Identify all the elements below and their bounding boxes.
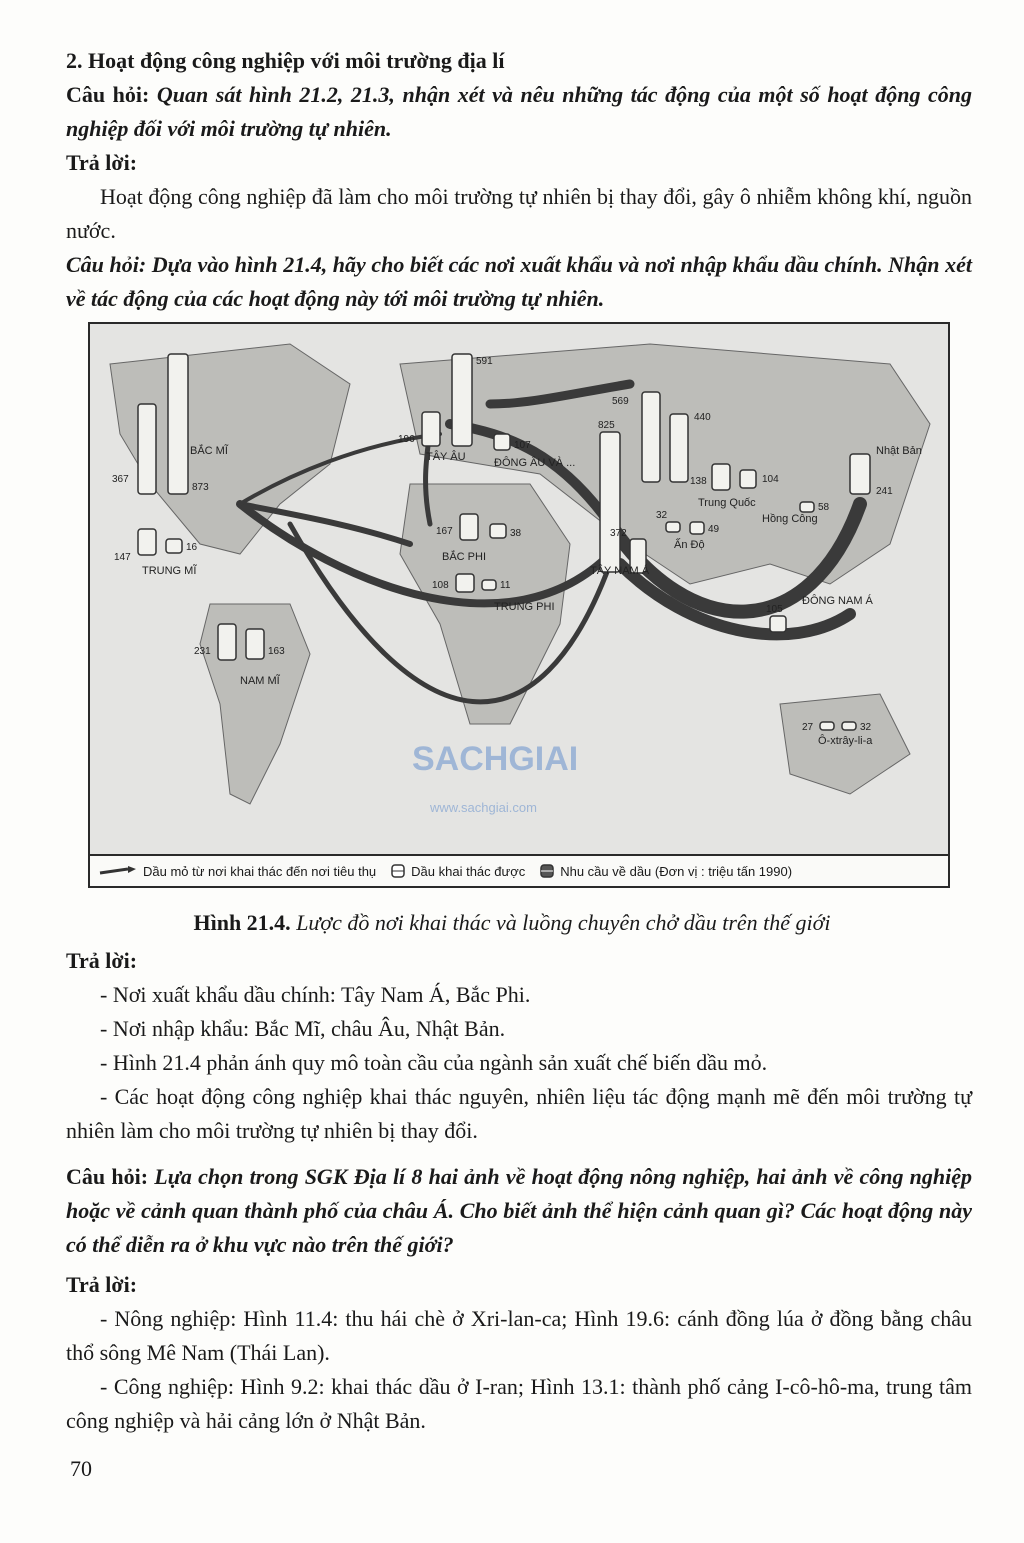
region-label-ca: TRUNG MĨ: [142, 565, 197, 577]
region-value-jp: 241: [876, 486, 893, 497]
region-value-na-1: 367: [112, 474, 129, 485]
barrel-stack-ca-demand: [166, 539, 182, 553]
region-label-nafr: BẮC PHI: [442, 551, 487, 563]
region-value-au-1: 27: [802, 722, 814, 733]
region-value-cn-2: 440: [694, 412, 711, 423]
barrel-stack-we-demand: [452, 354, 472, 446]
barrel-stack-ee-produced: [494, 434, 510, 450]
question-3: [66, 1160, 972, 1262]
answer-3-paragraph-1: - Nông nghiệp: Hình 11.4: thu hái chè ở Xri-lan-ca; Hình 19.6: cánh đồng lúa ở đồng bằng châu thổ sông Mê Nam (Thái Lan).: [66, 1306, 972, 1365]
region-label-sea: ĐÔNG NAM Á: [802, 595, 873, 607]
barrel-stack-nafr-produced: [460, 514, 478, 540]
barrel-stack-sa-produced: [218, 624, 236, 660]
region-label-sa: NAM MĨ: [240, 675, 280, 687]
region-value-we-2: 591: [476, 356, 493, 367]
figure-caption-label: Hình 21.4.: [193, 910, 291, 935]
region-label-cn: Trung Quốc: [698, 497, 756, 509]
barrel-stack-au-2: [842, 722, 856, 730]
region-label-na: BẮC MĨ: [190, 445, 228, 457]
question-1-text: Quan sát hình 21.2, 21.3, nhận xét và nêu những tác động của một số hoạt động công nghiệp đối với môi trường tự nhiên.: [66, 82, 972, 141]
page-number: 70: [70, 1456, 92, 1481]
barrel-stack-ca-produced: [138, 529, 156, 555]
barrel-stack-sa-demand: [246, 629, 264, 659]
region-value-swasia-1: 825: [598, 420, 615, 431]
region-label-in: Ấn Độ: [674, 539, 705, 551]
flow-arrow-icon: [98, 866, 138, 876]
barrel-stack-in-2: [690, 522, 704, 534]
barrel-filled-icon: [539, 863, 555, 879]
barrel-stack-au-1: [820, 722, 834, 730]
region-label-we: TÂY ÂU: [426, 451, 466, 463]
barrel-stack-cn-4: [740, 470, 756, 488]
region-label-jp: Nhật Bản: [876, 445, 922, 457]
answer-1-text: Hoạt động công nghiệp đã làm cho môi trường tự nhiên bị thay đổi, gây ô nhiễm không khí, nguồn nước.: [66, 184, 972, 243]
region-value-we-1: 196: [398, 434, 415, 445]
answer-1-label: Trả lời:: [66, 150, 138, 175]
barrel-stack-sea: [770, 616, 786, 632]
legend-produced-label: Dầu khai thác được: [411, 863, 526, 879]
region-value-ca-2: 16: [186, 542, 198, 553]
region-label-au: Ô-xtrây-li-a: [818, 735, 873, 747]
region-value-au-2: 32: [860, 722, 872, 733]
barrel-stack-cafr-demand: [482, 580, 496, 590]
figure-caption: [0, 906, 1024, 940]
answer-3: [66, 1268, 972, 1438]
barrel-stack-cn-3: [712, 464, 730, 490]
barrel-outline-icon: [390, 863, 406, 879]
watermark: SACHGIAI: [412, 740, 579, 778]
legend-flow-label: Dầu mỏ từ nơi khai thác đến nơi tiêu thụ: [143, 863, 377, 879]
region-value-nafr-1: 167: [436, 526, 453, 537]
legend-item-demand: [539, 863, 792, 879]
figure-caption-text: Lược đồ nơi khai thác và luồng chuyên chở dầu trên thế giới: [296, 910, 831, 935]
region-value-cn-3: 138: [690, 476, 707, 487]
watermark-url: www.sachgiai.com: [430, 800, 537, 815]
barrel-stack-cn-1: [642, 392, 660, 482]
section-top: [66, 44, 972, 316]
barrel-stack-na-produced: [138, 404, 156, 494]
question-1: [66, 78, 972, 146]
barrel-stack-na-demand: [168, 354, 188, 494]
region-value-cafr-2: 11: [500, 580, 511, 591]
region-value-sa-1: 231: [194, 646, 211, 657]
barrel-stack-jp: [850, 454, 870, 494]
oil-map-figure: [88, 322, 950, 888]
region-label-cafr: TRUNG PHI: [494, 601, 555, 613]
section-heading: 2. Hoạt động công nghiệp với môi trường địa lí: [66, 48, 505, 73]
barrel-stack-cafr-produced: [456, 574, 474, 592]
barrel-stack-in-1: [666, 522, 680, 532]
legend-demand-label: Nhu cầu về dầu (Đơn vị : triệu tấn 1990): [560, 863, 793, 879]
question-2-text: Dựa vào hình 21.4, hãy cho biết các nơi xuất khẩu và nơi nhập khẩu dầu chính. Nhận xét về tác động của các hoạt động này tới môi trường tự nhiên.: [66, 252, 972, 311]
barrel-stack-hk: [800, 502, 814, 512]
region-value-swasia-2: 372: [610, 528, 627, 539]
world-oil-map: [88, 322, 950, 856]
region-value-cn-1: 569: [612, 396, 629, 407]
region-value-in-1: 32: [656, 510, 668, 521]
answer-2: [66, 944, 972, 1148]
answer-3-paragraph-2: - Công nghiệp: Hình 9.2: khai thác dầu ở I-ran; Hình 13.1: thành phố cảng I-cô-hô-ma, trung tâm công nghiệp và hải cảng lớn ở Nhật Bản.: [66, 1374, 972, 1433]
question-2: [66, 248, 972, 316]
question-1-label: Câu hỏi:: [66, 82, 150, 107]
region-value-sa-2: 163: [268, 646, 285, 657]
answer-2-line-2: - Nơi nhập khẩu: Bắc Mĩ, châu Âu, Nhật Bản.: [100, 1016, 506, 1041]
answer-2-paragraph: - Các hoạt động công nghiệp khai thác nguyên, nhiên liệu tác động mạnh mẽ đến môi trường tự nhiên làm cho môi trường tự nhiên bị thay đổi.: [66, 1084, 972, 1143]
region-value-cafr-1: 108: [432, 580, 449, 591]
answer-2-label: Trả lời:: [66, 948, 138, 973]
region-value-cn-4: 104: [762, 474, 779, 485]
question-3-label: Câu hỏi:: [66, 1164, 149, 1189]
barrel-stack-nafr-demand: [490, 524, 506, 538]
region-label-hk: Hồng Công: [762, 513, 818, 525]
region-value-ee: 107: [514, 440, 531, 451]
region-label-ee: ĐÔNG ÂU VÀ ...: [494, 457, 576, 469]
answer-2-line-3: - Hình 21.4 phản ánh quy mô toàn cầu của ngành sản xuất chế biến dầu mỏ.: [100, 1050, 768, 1075]
answer-2-line-1: - Nơi xuất khẩu dầu chính: Tây Nam Á, Bắc Phi.: [100, 982, 531, 1007]
question-2-label: Câu hỏi:: [66, 252, 147, 277]
barrel-stack-swasia-produced: [600, 432, 620, 572]
region-value-hk: 58: [818, 502, 830, 513]
barrel-stack-cn-2: [670, 414, 688, 482]
region-label-swasia: TÂY NAM Á: [590, 565, 650, 577]
answer-3-label: Trả lời:: [66, 1272, 138, 1297]
legend-item-flow: [98, 864, 376, 879]
region-value-ca-1: 147: [114, 552, 131, 563]
region-value-in-2: 49: [708, 524, 720, 535]
legend-item-produced: [390, 863, 525, 879]
region-value-sea: 105: [766, 604, 783, 615]
question-3-text: Lựa chọn trong SGK Địa lí 8 hai ảnh về hoạt động nông nghiệp, hai ảnh về công nghiệp hoặc về cảnh quan thành phố của châu Á. Cho biết ảnh thể hiện cảnh quan gì? Các hoạt động này có thể diễn ra ở khu vực nào trên thế giới?: [66, 1164, 973, 1257]
region-value-nafr-2: 38: [510, 528, 522, 539]
barrel-stack-we-produced: [422, 412, 440, 446]
region-value-na-2: 873: [192, 482, 209, 493]
map-legend: [88, 856, 950, 888]
